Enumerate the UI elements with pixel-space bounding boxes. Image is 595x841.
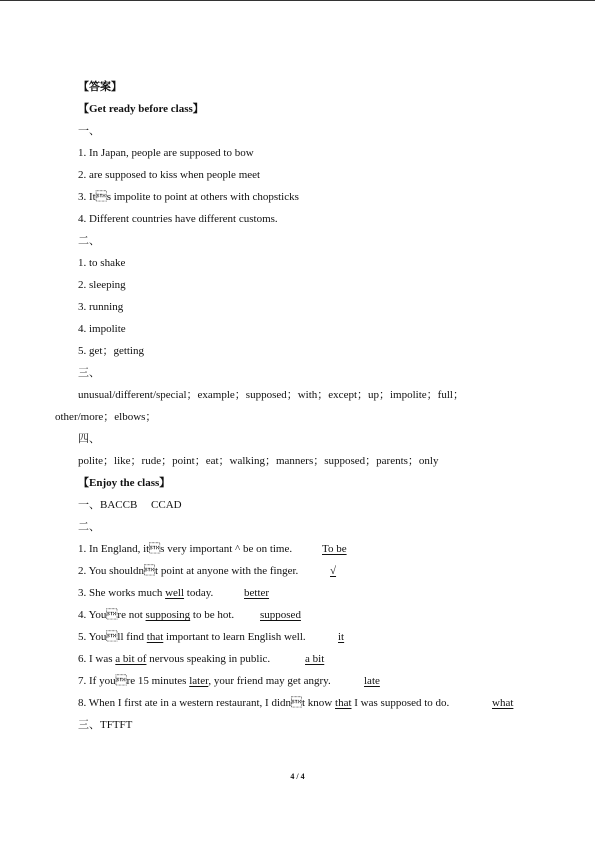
part3-line1: unusual/different/special；example；supposed；with；except；up；impolite；full； [78, 389, 464, 401]
part2-item: 4. impolite [78, 323, 126, 335]
correction-sentence: 5. Youll find that important to learn English well. [78, 631, 306, 643]
correction-answer: supposed [260, 609, 301, 621]
answer-heading: 【答案】 [78, 81, 122, 93]
enjoy-part1: 一、BACCB CCAD [78, 499, 182, 511]
correction-sentence: 1. In England, its very important ^ be on time. [78, 543, 293, 555]
error-word: that [146, 631, 164, 643]
correction-sentence: 2. You shouldnt point at anyone with the finger. [78, 565, 299, 577]
part2-item: 1. to shake [78, 257, 126, 269]
part3-label: 三、 [78, 367, 100, 379]
page-number: 4 / 4 [290, 772, 305, 781]
error-word: later [189, 675, 209, 687]
correction-sentence: 6. I was a bit of nervous speaking in public. [78, 653, 271, 665]
part1-item: 2. are supposed to kiss when people meet [78, 169, 261, 181]
section-get-ready-title: 【Get ready before class】 [78, 103, 204, 115]
part1-label: 一、 [78, 125, 100, 137]
error-word: that [335, 697, 352, 709]
correction-sentence: 8. When I first ate in a western restaurant, I didnt know that I was supposed to do. [78, 697, 450, 709]
part1-item: 4. Different countries have different customs. [78, 213, 278, 225]
error-word: a bit of [115, 653, 147, 665]
correction-answer: what [492, 697, 514, 709]
part4-label: 四、 [78, 433, 100, 445]
section-enjoy-title: 【Enjoy the class】 [78, 477, 171, 489]
correction-answer: To be [322, 543, 347, 555]
correction-answer: better [244, 587, 270, 599]
correction-answer: √ [330, 565, 337, 577]
correction-sentence: 7. If youre 15 minutes later, your friend may get angry. [78, 675, 331, 687]
correction-answer: it [338, 631, 345, 643]
part3-line2: other/more；elbows； [55, 411, 157, 423]
correction-sentence: 4. Youre not supposing to be hot. [78, 609, 235, 621]
enjoy-part2-label: 二、 [78, 521, 100, 533]
top-rule [0, 0, 595, 1]
correction-answer: a bit [305, 653, 325, 665]
part2-label: 二、 [78, 235, 100, 247]
error-word: well [165, 587, 185, 599]
part1-item: 3. Its impolite to point at others with chopsticks [78, 191, 299, 203]
part2-item: 5. get；getting [78, 345, 144, 357]
part1-item: 1. In Japan, people are supposed to bow [78, 147, 254, 159]
error-word: supposing [145, 609, 191, 621]
enjoy-part3: 三、TFTFT [78, 719, 133, 731]
part2-item: 2. sleeping [78, 279, 126, 291]
correction-sentence: 3. She works much well today. [78, 587, 214, 599]
correction-answer: late [364, 675, 380, 687]
part2-item: 3. running [78, 301, 124, 313]
part4-line: polite；like；rude；point；eat；walking；manners；supposed；parents；only [78, 455, 439, 467]
